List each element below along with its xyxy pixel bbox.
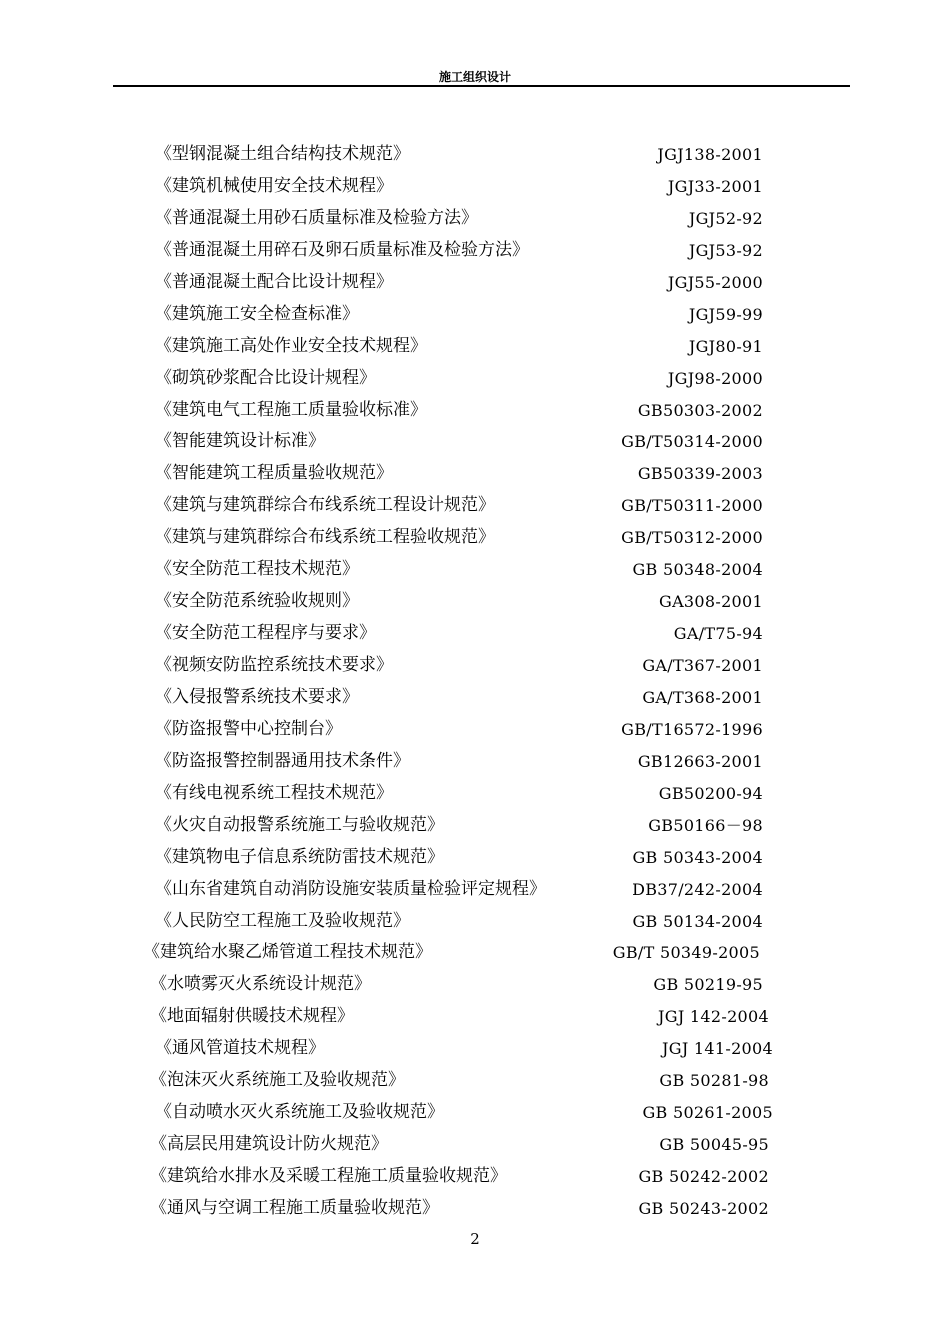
standard-row	[0, 426, 950, 458]
standard-name: 《建筑物电子信息系统防雷技术规范》	[155, 846, 444, 867]
standard-code: JGJ55-2000	[667, 272, 763, 292]
standard-name: 《泡沫灭火系统施工及验收规范》	[150, 1070, 405, 1091]
standard-row	[0, 522, 950, 554]
standard-code: GB/T 50349-2005	[612, 943, 760, 963]
standard-name: 《建筑电气工程施工质量验收标准》	[155, 399, 427, 420]
standard-code: JGJ52-92	[688, 208, 763, 228]
standard-name: 《智能建筑工程质量验收规范》	[155, 463, 393, 484]
standard-code: JGJ98-2000	[667, 368, 763, 388]
standard-code: GB 50243-2002	[638, 1198, 769, 1218]
standard-name: 《人民防空工程施工及验收规范》	[155, 910, 410, 931]
standard-code: GB 50261-2005	[642, 1103, 773, 1123]
standard-row	[0, 714, 950, 746]
standard-name: 《建筑给水排水及采暖工程施工质量验收规范》	[150, 1166, 507, 1186]
standard-row	[0, 1065, 950, 1097]
standard-row	[0, 969, 950, 1001]
standard-code: GB 50343-2004	[632, 847, 763, 867]
standard-row	[0, 618, 950, 650]
standard-name: 《安全防范系统验收规则》	[155, 591, 359, 612]
page-header-title: 施工组织设计	[438, 70, 511, 84]
standard-code: GA/T75-94	[673, 624, 763, 644]
standard-name: 《建筑与建筑群综合布线系统工程设计规范》	[155, 495, 495, 516]
page-number: 2	[470, 1230, 480, 1248]
standards-list	[0, 139, 950, 1225]
standard-name: 《水喷雾灭火系统设计规范》	[150, 974, 371, 995]
standard-code: GA308-2001	[659, 592, 763, 612]
standard-row	[0, 458, 950, 490]
standard-name: 《建筑给水聚乙烯管道工程技术规范》	[143, 942, 432, 963]
standard-row	[0, 682, 950, 714]
standard-code: GB12663-2001	[637, 751, 763, 771]
standard-code: JGJ138-2001	[657, 145, 763, 164]
standard-code: GB50166－98	[648, 815, 763, 835]
standard-name: 《建筑与建筑群综合布线系统工程验收规范》	[155, 527, 495, 548]
standard-row	[0, 1193, 950, 1225]
standard-row	[0, 299, 950, 331]
standard-name: 《建筑施工高处作业安全技术规程》	[155, 335, 427, 356]
standard-name: 《普通混凝土配合比设计规程》	[155, 271, 393, 292]
standard-name: 《建筑机械使用安全技术规程》	[155, 175, 393, 196]
standard-name: 《砌筑砂浆配合比设计规程》	[155, 367, 376, 388]
standard-code: JGJ 142-2004	[658, 1007, 769, 1027]
standard-row	[0, 810, 950, 842]
standard-row	[0, 554, 950, 586]
standard-row	[0, 586, 950, 618]
header-rule	[113, 85, 850, 87]
standard-row	[0, 1161, 950, 1193]
standard-name: 《建筑施工安全检查标准》	[155, 303, 359, 324]
standard-code: GB 50242-2002	[638, 1167, 769, 1186]
standard-code: GB 50219-95	[653, 975, 763, 995]
standard-name: 《普通混凝土用碎石及卵石质量标准及检验方法》	[155, 239, 529, 260]
standard-row	[0, 874, 950, 906]
standard-name: 《有线电视系统工程技术规范》	[155, 782, 393, 803]
standard-code: DB37/242-2004	[632, 879, 763, 899]
standard-code: GB 50281-98	[659, 1071, 769, 1091]
standard-row	[0, 490, 950, 522]
standard-code: GB 50045-95	[659, 1135, 769, 1155]
standard-row	[0, 746, 950, 778]
standard-code: GB/T50311-2000	[621, 496, 763, 516]
standard-row	[0, 1129, 950, 1161]
standard-row	[0, 139, 950, 171]
standard-name: 《入侵报警系统技术要求》	[155, 686, 359, 707]
standard-row	[0, 331, 950, 363]
standard-name: 《山东省建筑自动消防设施安装质量检验评定规程》	[155, 878, 546, 899]
standard-name: 《视频安防监控系统技术要求》	[155, 655, 393, 675]
standard-name: 《安全防范工程程序与要求》	[155, 623, 376, 644]
standard-code: GB/T16572-1996	[621, 719, 763, 739]
standard-row	[0, 171, 950, 203]
standard-row	[0, 778, 950, 810]
standard-name: 《智能建筑设计标准》	[155, 431, 325, 452]
standard-code: GB 50348-2004	[632, 560, 763, 580]
standard-row	[0, 906, 950, 938]
standard-name: 《通风与空调工程施工质量验收规范》	[150, 1197, 439, 1218]
standard-name: 《通风管道技术规程》	[155, 1038, 325, 1059]
standard-code: JGJ59-99	[688, 304, 763, 324]
standard-row	[0, 1001, 950, 1033]
standard-code: GA/T367-2001	[642, 656, 763, 675]
standard-code: GB50200-94	[658, 783, 763, 803]
standard-name: 《火灾自动报警系统施工与验收规范》	[155, 814, 444, 835]
standard-code: GB50303-2002	[637, 400, 763, 420]
standard-name: 《高层民用建筑设计防火规范》	[150, 1134, 388, 1155]
standard-row	[0, 650, 950, 682]
standard-name: 《地面辐射供暖技术规程》	[150, 1006, 354, 1027]
standard-row	[0, 203, 950, 235]
standard-row	[0, 235, 950, 267]
standard-row	[0, 395, 950, 427]
standard-name: 《安全防范工程技术规范》	[155, 559, 359, 580]
standard-code: JGJ80-91	[688, 336, 763, 356]
standard-code: JGJ33-2001	[667, 176, 763, 196]
standard-name: 《型钢混凝土组合结构技术规范》	[155, 144, 410, 164]
standard-name: 《防盗报警中心控制台》	[155, 718, 342, 739]
standard-row	[0, 937, 950, 969]
standard-code: GB 50134-2004	[632, 911, 763, 931]
standard-name: 《普通混凝土用砂石质量标准及检验方法》	[155, 207, 478, 228]
standard-name: 《防盗报警控制器通用技术条件》	[155, 750, 410, 771]
standard-row	[0, 842, 950, 874]
standard-code: GB/T50312-2000	[621, 528, 763, 548]
standard-code: JGJ 141-2004	[662, 1039, 773, 1059]
standard-row	[0, 1097, 950, 1129]
standard-row	[0, 363, 950, 395]
standard-name: 《自动喷水灭火系统施工及验收规范》	[155, 1102, 444, 1123]
standard-code: GB50339-2003	[637, 464, 763, 484]
standard-row	[0, 267, 950, 299]
standard-row	[0, 1033, 950, 1065]
standard-code: JGJ53-92	[688, 240, 763, 260]
standard-code: GA/T368-2001	[642, 687, 763, 707]
standard-code: GB/T50314-2000	[621, 432, 763, 452]
